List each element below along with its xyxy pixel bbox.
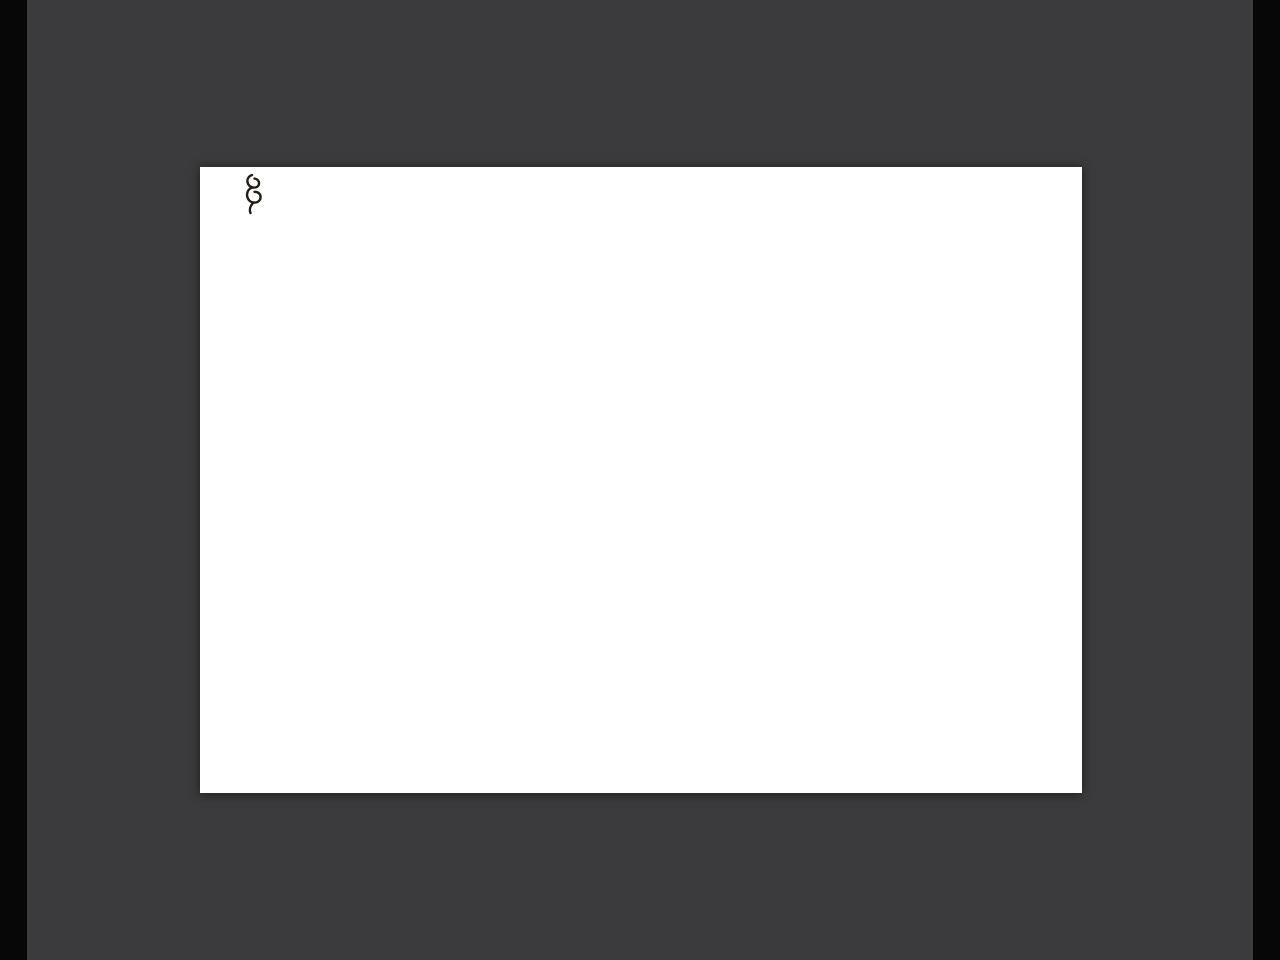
group-label [213, 295, 1066, 306]
document-page [200, 167, 1082, 793]
document-header [340, 183, 1000, 187]
bonsmara-logo-icon [240, 173, 266, 215]
bonsmara-logo [220, 173, 286, 217]
main-table-area [213, 295, 1066, 306]
screen-edge-left [0, 0, 27, 960]
screen-edge-right [1253, 0, 1280, 960]
